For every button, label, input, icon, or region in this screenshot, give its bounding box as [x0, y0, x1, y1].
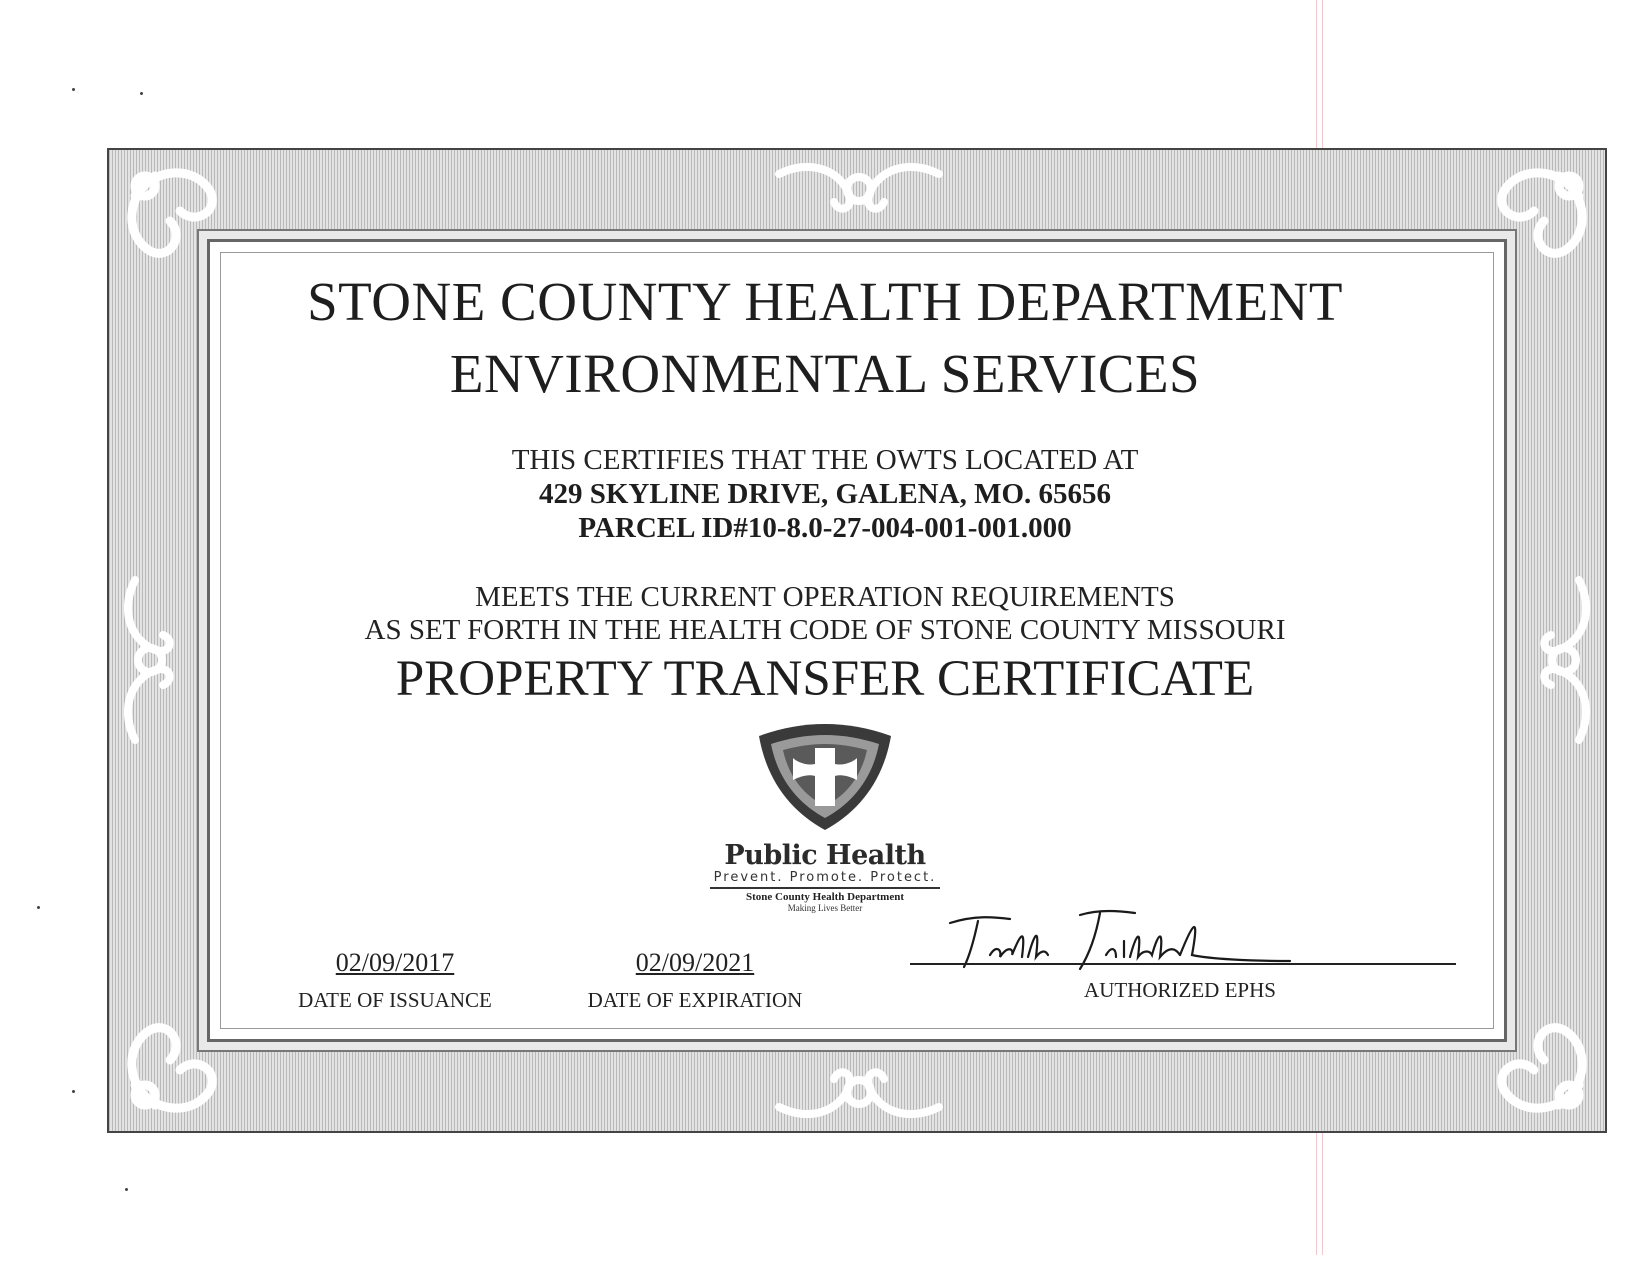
expiration-date-field — [585, 948, 805, 1013]
logo-motto: Making Lives Better — [787, 903, 863, 913]
requirements-line-1: MEETS THE CURRENT OPERATION REQUIREMENTS — [475, 581, 1175, 613]
shield-cross-icon — [753, 722, 897, 832]
property-address: 429 SKYLINE DRIVE, GALENA, MO. 65656 — [539, 478, 1111, 510]
requirements-line-2: AS SET FORTH IN THE HEALTH CODE OF STONE COUNTY MISSOURI — [364, 614, 1286, 646]
logo-department: Stone County Health Department — [746, 891, 904, 903]
department-title: STONE COUNTY HEALTH DEPARTMENT — [307, 271, 1343, 332]
logo-title: Public Health — [724, 840, 926, 871]
expiration-date-label: DATE OF EXPIRATION — [587, 988, 803, 1012]
issuance-date-label: DATE OF ISSUANCE — [298, 988, 492, 1012]
logo-tagline: Prevent. Promote. Protect. — [713, 870, 937, 885]
logo-divider — [710, 887, 940, 889]
issuance-date-value: 02/09/2017 — [335, 948, 455, 977]
certificate-title: PROPERTY TRANSFER CERTIFICATE — [395, 651, 1255, 707]
division-title: ENVIRONMENTAL SERVICES — [449, 343, 1201, 404]
expiration-date-value: 02/09/2021 — [635, 948, 755, 977]
issuance-date-field — [290, 948, 500, 1013]
certification-intro: THIS CERTIFIES THAT THE OWTS LOCATED AT — [511, 444, 1139, 476]
parcel-id: PARCEL ID#10-8.0-27-004-001-001.000 — [578, 512, 1072, 544]
public-health-logo — [700, 722, 950, 912]
signature-label: AUTHORIZED EPHS — [1084, 978, 1276, 1002]
signature-line — [910, 963, 1456, 965]
